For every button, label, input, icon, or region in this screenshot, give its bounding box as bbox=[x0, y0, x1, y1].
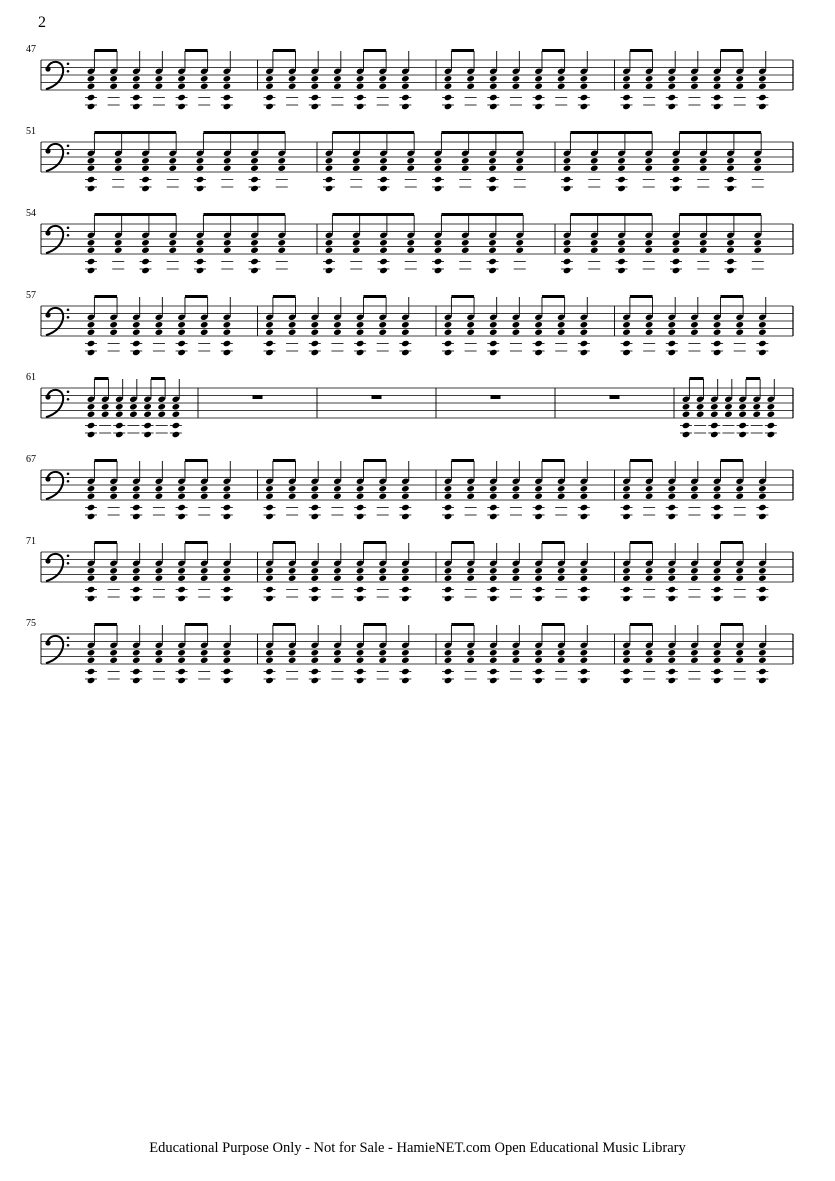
chord bbox=[510, 51, 522, 105]
chord bbox=[697, 133, 709, 187]
chord bbox=[198, 51, 210, 105]
chord bbox=[112, 215, 124, 269]
chord bbox=[108, 297, 120, 351]
measure-number: 47 bbox=[26, 44, 36, 55]
chord bbox=[510, 543, 522, 597]
chord bbox=[734, 461, 746, 515]
chord bbox=[108, 543, 120, 597]
chord bbox=[198, 297, 210, 351]
chord bbox=[331, 543, 343, 597]
chord bbox=[99, 379, 111, 433]
chord bbox=[108, 51, 120, 105]
chord bbox=[331, 297, 343, 351]
chord bbox=[510, 297, 522, 351]
chord bbox=[751, 379, 763, 433]
measure-number: 71 bbox=[26, 536, 36, 547]
measure-number: 67 bbox=[26, 454, 36, 465]
measure-number: 54 bbox=[26, 208, 36, 219]
staff-system bbox=[26, 618, 793, 684]
chord bbox=[688, 51, 700, 105]
chord bbox=[555, 543, 567, 597]
chord bbox=[286, 543, 298, 597]
chord bbox=[286, 297, 298, 351]
chord bbox=[377, 51, 389, 105]
rest-icon bbox=[253, 395, 263, 399]
chord bbox=[331, 625, 343, 679]
chord bbox=[276, 215, 288, 269]
chord bbox=[643, 133, 655, 187]
chord bbox=[752, 215, 764, 269]
chord bbox=[377, 297, 389, 351]
chord bbox=[643, 297, 655, 351]
chord bbox=[465, 297, 477, 351]
bass-clef-icon bbox=[45, 308, 69, 335]
chord bbox=[459, 215, 471, 269]
bass-clef-icon bbox=[45, 554, 69, 581]
chord bbox=[697, 215, 709, 269]
chord bbox=[153, 297, 165, 351]
chord bbox=[465, 625, 477, 679]
staff-system bbox=[26, 454, 793, 520]
staff-system bbox=[26, 372, 793, 438]
chord bbox=[465, 51, 477, 105]
chord bbox=[153, 51, 165, 105]
chord bbox=[276, 133, 288, 187]
chord bbox=[510, 625, 522, 679]
chord bbox=[734, 51, 746, 105]
chord bbox=[350, 215, 362, 269]
chord bbox=[377, 543, 389, 597]
chord bbox=[514, 215, 526, 269]
chord bbox=[643, 543, 655, 597]
footer-notice: Educational Purpose Only - Not for Sale - HamieNET.com Open Educational Music Library bbox=[149, 1140, 686, 1156]
chord bbox=[108, 461, 120, 515]
measure-number: 57 bbox=[26, 290, 36, 301]
chord bbox=[153, 461, 165, 515]
chord bbox=[221, 133, 233, 187]
bass-clef-icon bbox=[45, 62, 69, 89]
chord bbox=[198, 461, 210, 515]
measure-number: 61 bbox=[26, 372, 36, 383]
chord bbox=[643, 51, 655, 105]
chord bbox=[688, 461, 700, 515]
chord bbox=[643, 461, 655, 515]
chord bbox=[108, 625, 120, 679]
staff-system bbox=[26, 290, 793, 356]
chord bbox=[167, 133, 179, 187]
chord bbox=[688, 543, 700, 597]
staff-system bbox=[26, 126, 793, 192]
chord bbox=[198, 625, 210, 679]
chord bbox=[555, 461, 567, 515]
chord bbox=[221, 215, 233, 269]
rest-icon bbox=[372, 395, 382, 399]
chord bbox=[286, 625, 298, 679]
chord bbox=[643, 215, 655, 269]
chord bbox=[752, 133, 764, 187]
chord bbox=[331, 51, 343, 105]
chord bbox=[156, 379, 168, 433]
bass-clef-icon bbox=[45, 226, 69, 253]
chord bbox=[153, 543, 165, 597]
chord bbox=[734, 543, 746, 597]
chord bbox=[588, 133, 600, 187]
rest-icon bbox=[610, 395, 620, 399]
chord bbox=[198, 543, 210, 597]
bass-clef-icon bbox=[45, 144, 69, 171]
chord bbox=[377, 461, 389, 515]
chord bbox=[555, 297, 567, 351]
chord bbox=[555, 625, 567, 679]
chord bbox=[734, 625, 746, 679]
rest-icon bbox=[491, 395, 501, 399]
chord bbox=[377, 625, 389, 679]
chord bbox=[112, 133, 124, 187]
chord bbox=[286, 51, 298, 105]
chord bbox=[555, 51, 567, 105]
chord bbox=[734, 297, 746, 351]
chord bbox=[286, 461, 298, 515]
chord bbox=[688, 297, 700, 351]
measure-number: 51 bbox=[26, 126, 36, 137]
bass-clef-icon bbox=[45, 636, 69, 663]
staff-system bbox=[26, 208, 793, 274]
chord bbox=[350, 133, 362, 187]
staff-system bbox=[26, 536, 793, 602]
chord bbox=[167, 215, 179, 269]
measure-number: 75 bbox=[26, 618, 36, 629]
chord bbox=[688, 625, 700, 679]
chord bbox=[331, 461, 343, 515]
staff-system bbox=[26, 44, 793, 110]
chord bbox=[153, 625, 165, 679]
chord bbox=[459, 133, 471, 187]
chord bbox=[694, 379, 706, 433]
chord bbox=[643, 625, 655, 679]
chord bbox=[510, 461, 522, 515]
chord bbox=[588, 215, 600, 269]
chord bbox=[405, 133, 417, 187]
chord bbox=[722, 379, 734, 433]
chord bbox=[405, 215, 417, 269]
bass-clef-icon bbox=[45, 472, 69, 499]
page-number: 2 bbox=[38, 14, 46, 31]
bass-clef-icon bbox=[45, 390, 69, 417]
chord bbox=[127, 379, 139, 433]
chord bbox=[465, 461, 477, 515]
chord bbox=[514, 133, 526, 187]
chord bbox=[465, 543, 477, 597]
